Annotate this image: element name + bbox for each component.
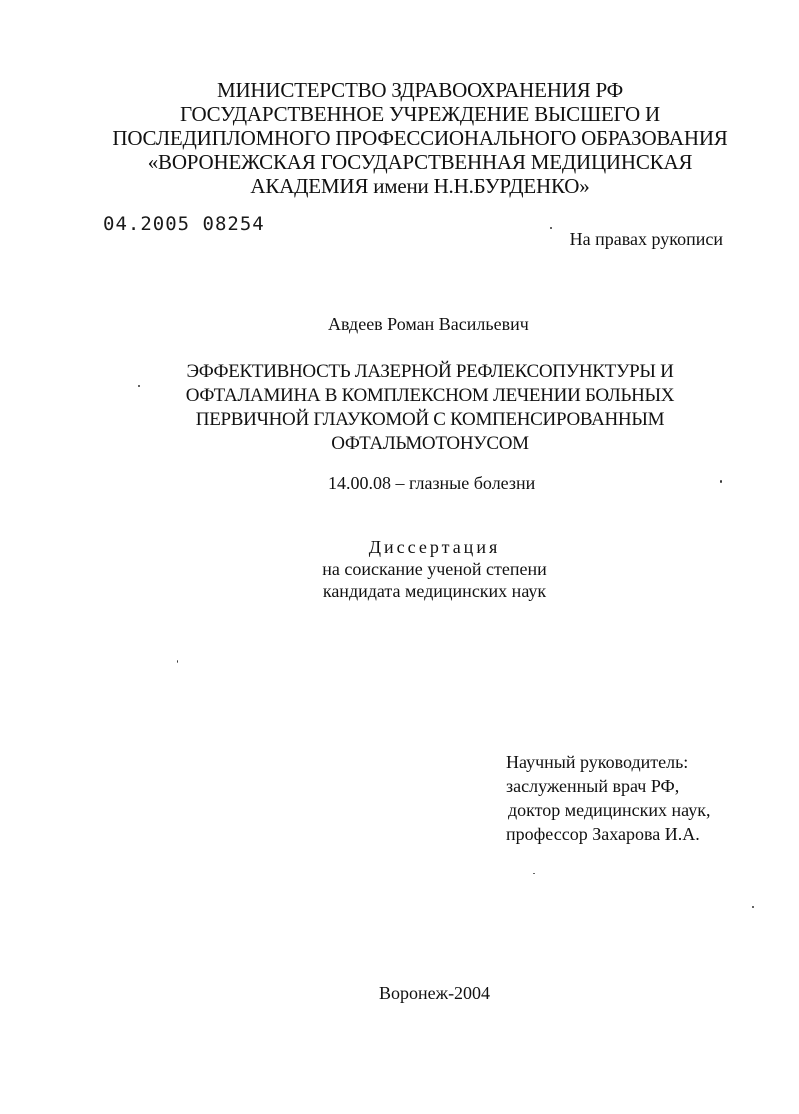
supervisor-line: профессор Захарова И.А. [506,824,700,844]
scan-speck [550,227,552,229]
scan-speck [177,660,178,663]
institution-header [30,78,799,198]
title-line: ПЕРВИЧНОЙ ГЛАУКОМОЙ С КОМПЕНСИРОВАННЫМ [195,409,665,430]
city-year: Воронеж-2004 [379,983,491,1003]
dissertation-heading: Диссертация [368,537,501,557]
scan-speck [138,385,140,387]
scan-speck [752,906,754,908]
degree-line: на соискание ученой степени [322,559,547,579]
supervisor-block [506,750,710,846]
dissertation-type [35,536,799,602]
manuscript-rights-note: На правах рукописи [569,229,723,249]
supervisor-line: доктор медицинских наук, [508,800,711,820]
supervisor-line: заслуженный врач РФ, [506,776,680,796]
title-line: ОФТАЛАМИНА В КОМПЛЕКСНОМ ЛЕЧЕНИИ БОЛЬНЫХ [185,385,675,406]
dissertation-title [30,360,799,456]
header-line: АКАДЕМИЯ имени Н.Н.БУРДЕНКО» [250,174,590,198]
degree-line: кандидата медицинских наук [322,581,547,601]
header-line: ПОСЛЕДИПЛОМНОГО ПРОФЕССИОНАЛЬНОГО ОБРАЗОВАНИЯ [112,126,728,150]
title-line: ОФТАЛЬМОТОНУСОМ [331,433,529,454]
scan-speck [720,480,722,483]
header-line: «ВОРОНЕЖСКАЯ ГОСУДАРСТВЕННАЯ МЕДИЦИНСКАЯ [147,150,693,174]
header-line: ГОСУДАРСТВЕННОЕ УЧРЕЖДЕНИЕ ВЫСШЕГО И [180,102,660,126]
scan-speck [533,873,535,874]
specialty-code: 14.00.08 – глазные болезни [328,473,536,493]
header-line: МИНИСТЕРСТВО ЗДРАВООХРАНЕНИЯ РФ [216,78,624,102]
supervisor-line: Научный руководитель: [506,752,689,772]
title-line: ЭФФЕКТИВНОСТЬ ЛАЗЕРНОЙ РЕФЛЕКСОПУНКТУРЫ И [186,361,674,382]
author-name: Авдеев Роман Васильевич [328,314,529,334]
registration-stamp: 04.2005 08254 [103,213,265,235]
